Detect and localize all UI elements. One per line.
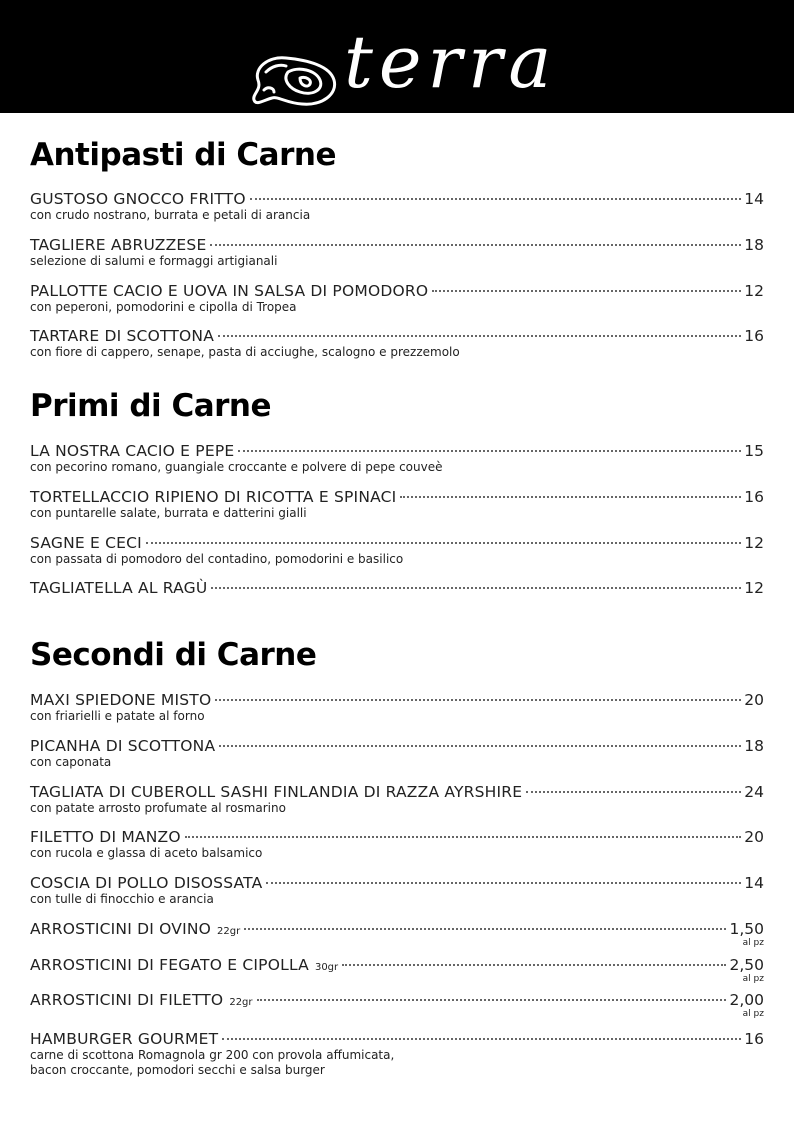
menu-item xyxy=(30,1030,764,1078)
menu-item xyxy=(30,920,764,948)
item-name: FILETTO DI MANZO xyxy=(30,828,181,846)
item-description: con tulle di finocchio e arancia xyxy=(30,892,214,906)
leader-dots xyxy=(266,882,741,884)
item-description-line2: bacon croccante, pomodori secchi e salsa burger xyxy=(30,1063,325,1077)
leader-dots xyxy=(400,496,741,498)
menu-item xyxy=(30,488,764,521)
leader-dots xyxy=(432,290,741,292)
leader-dots xyxy=(257,999,727,1001)
menu-item xyxy=(30,956,764,984)
leader-dots xyxy=(238,450,741,452)
item-price: 14 xyxy=(744,190,764,208)
item-price: 12 xyxy=(744,282,764,300)
menu-item xyxy=(30,783,764,816)
menu-item xyxy=(30,534,764,567)
item-name: PALLOTTE CACIO E UOVA IN SALSA DI POMODORO xyxy=(30,282,429,300)
item-description: con puntarelle salate, burrata e datterini gialli xyxy=(30,506,307,520)
item-price: 2,50 xyxy=(729,956,764,974)
leader-dots xyxy=(218,335,741,337)
item-name: TAGLIATA DI CUBEROLL SASHI FINLANDIA DI RAZZA AYRSHIRE xyxy=(30,783,523,801)
menu-item xyxy=(30,874,764,907)
item-description: carne di scottona Romagnola gr 200 con provola affumicata, xyxy=(30,1048,395,1062)
brand-name: terra xyxy=(344,20,558,104)
item-price: 16 xyxy=(744,327,764,345)
item-price: 16 xyxy=(744,488,764,506)
price-unit: al pz xyxy=(742,1009,764,1019)
brand-logo xyxy=(250,20,560,118)
item-name: HAMBURGER GOURMET xyxy=(30,1030,219,1048)
menu-item xyxy=(30,991,764,1019)
header-banner xyxy=(0,0,794,113)
item-price: 14 xyxy=(744,874,764,892)
section-title-secondi: Secondi di Carne xyxy=(30,637,317,673)
menu-item xyxy=(30,190,764,223)
menu-item xyxy=(30,737,764,770)
item-name: ARROSTICINI DI FILETTO xyxy=(30,991,224,1009)
leader-dots xyxy=(146,542,741,544)
item-price: 24 xyxy=(744,783,764,801)
item-name: ARROSTICINI DI FEGATO E CIPOLLA xyxy=(30,956,309,974)
item-name: PICANHA DI SCOTTONA xyxy=(30,737,216,755)
item-description: con peperoni, pomodorini e cipolla di Tropea xyxy=(30,300,297,314)
leader-dots xyxy=(211,587,741,589)
leader-dots xyxy=(526,791,741,793)
item-name: LA NOSTRA CACIO E PEPE xyxy=(30,442,235,460)
menu-item xyxy=(30,327,764,360)
leader-dots xyxy=(219,745,741,747)
item-price: 18 xyxy=(744,236,764,254)
leader-dots xyxy=(342,964,726,966)
leader-dots xyxy=(250,198,742,200)
price-unit: al pz xyxy=(742,938,764,948)
item-price: 12 xyxy=(744,579,764,597)
leader-dots xyxy=(210,244,741,246)
item-description: selezione di salumi e formaggi artigianali xyxy=(30,254,278,268)
item-name: SAGNE E CECI xyxy=(30,534,142,552)
ham-icon xyxy=(250,50,340,112)
item-price: 18 xyxy=(744,737,764,755)
section-title-antipasti: Antipasti di Carne xyxy=(30,137,336,173)
item-name: TARTARE DI SCOTTONA xyxy=(30,327,215,345)
item-weight: 22gr xyxy=(229,997,253,1008)
item-description: con caponata xyxy=(30,755,112,769)
item-price: 15 xyxy=(744,442,764,460)
item-description: con rucola e glassa di aceto balsamico xyxy=(30,846,263,860)
item-name: TORTELLACCIO RIPIENO DI RICOTTA E SPINACI xyxy=(30,488,397,506)
item-weight: 22gr xyxy=(217,926,241,937)
leader-dots xyxy=(215,699,741,701)
menu-item xyxy=(30,282,764,315)
section-title-primi: Primi di Carne xyxy=(30,388,272,424)
item-price: 1,50 xyxy=(729,920,764,938)
item-description: con patate arrosto profumate al rosmarino xyxy=(30,801,286,815)
item-price: 20 xyxy=(744,691,764,709)
item-price: 16 xyxy=(744,1030,764,1048)
leader-dots xyxy=(185,836,742,838)
item-name: ARROSTICINI DI OVINO xyxy=(30,920,212,938)
leader-dots xyxy=(244,928,726,930)
item-name: TAGLIERE ABRUZZESE xyxy=(30,236,207,254)
menu-item xyxy=(30,828,764,861)
menu-item xyxy=(30,236,764,269)
item-description: con friarielli e patate al forno xyxy=(30,709,205,723)
item-price: 2,00 xyxy=(729,991,764,1009)
menu-item xyxy=(30,579,764,599)
item-description: con crudo nostrano, burrata e petali di arancia xyxy=(30,208,311,222)
price-unit: al pz xyxy=(742,974,764,984)
item-name: TAGLIATELLA AL RAGÙ xyxy=(30,579,208,597)
item-name: COSCIA DI POLLO DISOSSATA xyxy=(30,874,263,892)
item-weight: 30gr xyxy=(314,962,339,973)
leader-dots xyxy=(222,1038,741,1040)
item-description: con pecorino romano, guangiale croccante e polvere di pepe couveè xyxy=(30,460,443,474)
item-price: 20 xyxy=(744,828,764,846)
item-name: MAXI SPIEDONE MISTO xyxy=(30,691,212,709)
menu-item xyxy=(30,691,764,724)
item-description: con fiore di cappero, senape, pasta di acciughe, scalogno e prezzemolo xyxy=(30,345,460,359)
item-description: con passata di pomodoro del contadino, pomodorini e basilico xyxy=(30,552,404,566)
item-name: GUSTOSO GNOCCO FRITTO xyxy=(30,190,246,208)
item-price: 12 xyxy=(744,534,764,552)
menu-item xyxy=(30,442,764,475)
